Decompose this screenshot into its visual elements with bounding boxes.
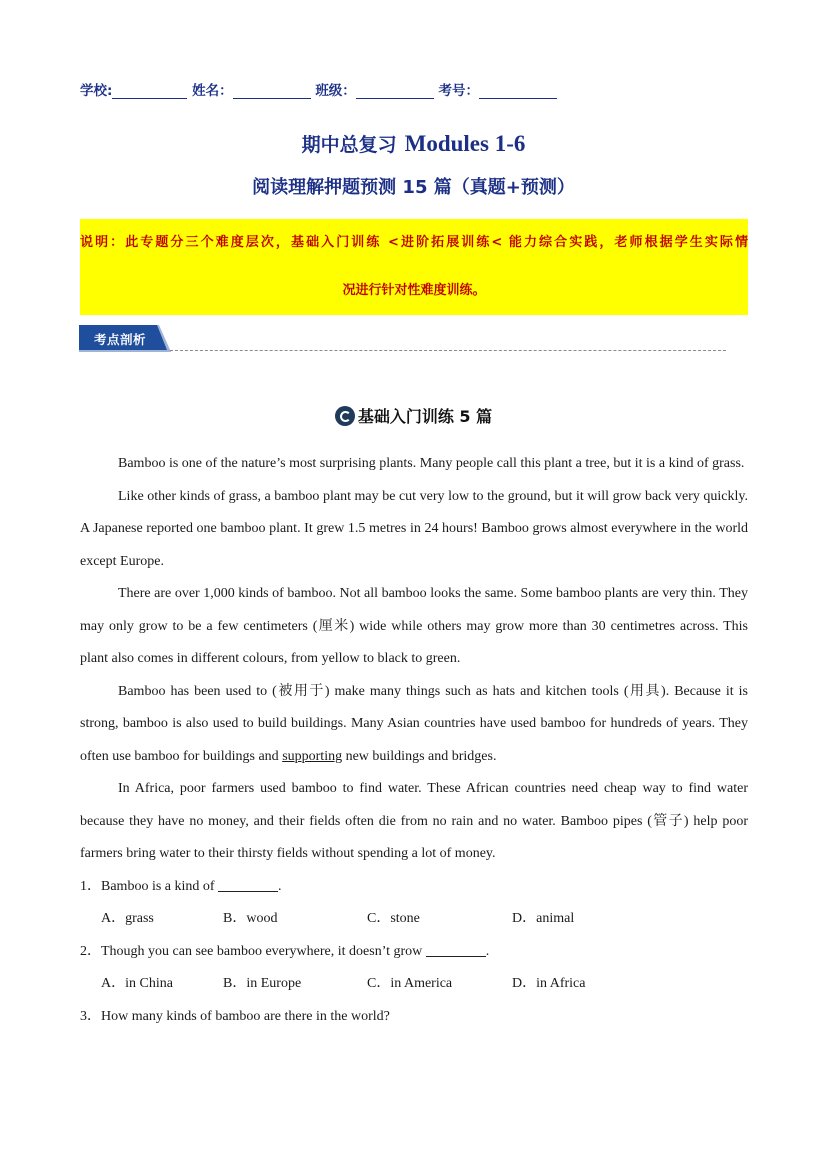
name-label: 姓名：: [192, 83, 233, 99]
underlined-word: supporting: [282, 748, 343, 764]
passage-paragraph-1: Bamboo is one of the nature’s most surprising plants. Many people call this plant a tree, but it is a kind of grass.: [118, 456, 745, 471]
question-1-stem: 1．Bamboo is a kind of: [80, 878, 215, 894]
option-d: D．animal: [512, 911, 575, 926]
section-tag: [79, 325, 171, 352]
name-blank: [233, 84, 311, 99]
p4-text-a: Bamboo has been used to (被用于) make many things such as hats and kitchen tools (用具). Because it is strong, bamboo is also used to build buildings. Many Asian countries have used bamboo for hundreds of years. They often use bamboo for buildings and: [80, 683, 748, 764]
school-blank: [112, 84, 187, 99]
title-zh: 期中总复习: [301, 134, 397, 156]
section-tag-label: 考点剖析: [94, 332, 147, 347]
section-divider: [170, 350, 726, 351]
passage-paragraph-3: There are over 1,000 kinds of bamboo. Not all bamboo looks the same. Some bamboo plants are very thin. They may only grow to be a few centimeters (厘米) wide while others may grow more than 30 centimetres across. This plant also comes in different colours, from yellow to black to green.: [80, 586, 748, 666]
student-info-line: [80, 79, 557, 99]
option-c: C．stone: [367, 911, 420, 926]
class-blank: [356, 84, 434, 99]
note-line-2: 况进行针对性难度训练。: [342, 280, 485, 301]
p4-text-b: new buildings and bridges.: [342, 748, 497, 764]
answer-blank-1: [218, 877, 278, 892]
sub-heading: [0, 404, 827, 427]
question-1: [80, 871, 748, 904]
question-1-options: [80, 903, 748, 936]
class-label: 班级：: [315, 83, 356, 99]
option-a: A．in China: [101, 976, 173, 991]
question-1-tail: .: [278, 878, 282, 894]
title-en: Modules 1-6: [404, 131, 526, 156]
question-2-tail: .: [485, 943, 490, 959]
reading-passage: [80, 448, 748, 1033]
note-line-1: 说明：此专题分三个难度层次，基础入门训练 <进阶拓展训练< 能力综合实践，老师根据学生实际情: [80, 232, 748, 253]
school-label: 学校:: [80, 83, 113, 99]
passage-paragraph-2: Like other kinds of grass, a bamboo plant may be cut very low to the ground, but it will grow back very quickly. A Japanese reported one bamboo plant. It grew 1.5 metres in 24 hours! Bamboo grows almost everywhere in the world except Europe.: [80, 488, 748, 569]
passage-paragraph-4: [80, 676, 748, 774]
page-title: [0, 130, 827, 157]
option-c: C．in America: [367, 976, 453, 991]
question-2-options: [80, 968, 748, 1001]
refresh-icon: [335, 406, 355, 426]
option-d: D．in Africa: [512, 976, 586, 991]
page-subtitle: 阅读理解押题预测 15 篇（真题+预测）: [252, 177, 575, 198]
option-b: B．wood: [223, 911, 278, 926]
option-b: B．in Europe: [223, 976, 302, 991]
question-3-stem: 3．How many kinds of bamboo are there in the world?: [80, 1008, 390, 1024]
question-2-stem: 2．Though you can see bamboo everywhere, it doesn’t grow: [80, 943, 423, 959]
answer-blank-2: [426, 942, 486, 957]
passage-paragraph-5: In Africa, poor farmers used bamboo to find water. These African countries need cheap way to find water because they have no money, and their fields often die from no rain and no water. Bamboo pipes (管子) help poor farmers bring water to their thirsty fields without spending a lot of money.: [80, 781, 748, 861]
sub-heading-text: 基础入门训练 5 篇: [357, 407, 493, 426]
exam-no-label: 考号：: [438, 83, 480, 99]
instruction-note: [80, 219, 748, 315]
exam-no-blank: [479, 84, 557, 99]
option-a: A．grass: [101, 911, 154, 926]
question-3: [80, 1001, 748, 1034]
question-2: [80, 936, 748, 969]
